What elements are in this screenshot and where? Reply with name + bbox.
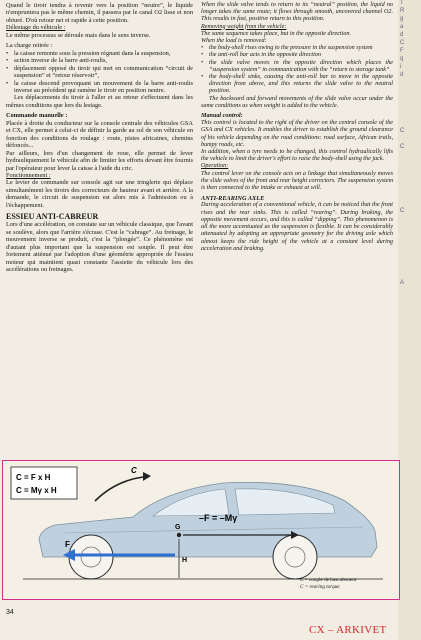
strip-letter: [398, 88, 421, 96]
strip-letter: C: [400, 128, 405, 134]
strip-letter: [398, 232, 421, 240]
strip-letter: d: [400, 32, 404, 38]
fr-subheading: Délestage du véhicule :: [6, 24, 66, 32]
strip-letter: [398, 336, 421, 344]
front-wheel: [69, 535, 113, 579]
rear-wheel: [273, 535, 317, 579]
strip-letter: [398, 104, 421, 112]
fr-bullet: • la caisse descend provoquant un mouvement de la barre anti-roulis inverse au précédent qui ramène le tiroir en position neutre.: [6, 80, 193, 95]
strip-letter: [398, 248, 421, 256]
strip-letter: A: [400, 280, 405, 286]
strip-letter: C: [400, 40, 405, 46]
fr-paragraph: Le levier de commande sur console agit sur une tringlerie qui déplace simultanément les tiroirs des correcteurs de hauteur avant et arrière. A la demande, le circuit de suspension est alors mis à l'admission ou à l'échappement.: [6, 179, 193, 209]
en-paragraph: This control is located to the right of the driver on the central console of the GSA and CX vehicles. It enables the driver to establish the ground clearance of his vehicle depending on the road conditions: road surface, African trails, bumpy roads, etc.: [201, 120, 393, 148]
torque-label: C: [131, 466, 137, 475]
strip-letter: [398, 360, 421, 368]
strip-letter: [398, 352, 421, 360]
legend-french: C = couple de basculement: [300, 577, 357, 583]
fr-subheading: Fonctionnement :: [6, 171, 51, 179]
strip-letter: T: [400, 0, 404, 6]
strip-letter: [398, 176, 421, 184]
strip-letter: [398, 320, 421, 328]
strip-letter: [398, 488, 421, 496]
strip-letter: [398, 304, 421, 312]
strip-letter: [398, 456, 421, 464]
strip-letter: [398, 120, 421, 128]
en-subheading: Removing weight from the vehicle:: [201, 23, 287, 30]
fr-paragraph: Le même processus se déroule mais dans le sens inverse.: [6, 31, 151, 39]
strip-letter: [398, 416, 421, 424]
en-paragraph: When the load is removed:: [201, 38, 267, 45]
fr-paragraph: Lors d'une accélération, on constate sur un véhicule classique, que l'avant se soulève, alors que l'arrière s'écrase. C'est le “cabrage”. Au freinage, le mouvement inverse se produit, c'est la “plongée”. Ce phénomène est d'autant plus important que la suspension est souple. Il peut être fortement atténué par l'adoption d'une géométrie appropriée de l'essieu moteur qui maintient quasi constante l'assiette du véhicule lors des accélérations ou freinages.: [6, 221, 193, 273]
strip-letter: [398, 224, 421, 232]
watermark: CX – ARKIVET: [309, 624, 387, 636]
strip-letter: C: [400, 208, 405, 214]
adjacent-page-strip: [398, 0, 421, 640]
strip-letter: a: [400, 24, 404, 30]
label-g: G: [175, 524, 181, 531]
legend-english: C = rearing torque: [300, 584, 340, 590]
fr-heading: Commande manuelle :: [6, 112, 68, 120]
en-section-heading: ANTI-REARING AXLE: [201, 195, 265, 203]
strip-letter: [398, 480, 421, 488]
fr-paragraph: Les déplacements du tiroir à l'aller et au retour s'effectuent dans les mêmes conditions que lors du lestage.: [6, 94, 193, 109]
strip-letter: [398, 296, 421, 304]
strip-letter: [398, 408, 421, 416]
en-paragraph: During acceleration of a conventional vehicle, it can be noticed that the front rises and the rear sinks. This is called “rearing”. During braking, the opposite movement occurs, and this is called “dipping”. This phenomenon is all the more accentuated as the suspension is flexible. It can be considerably attenuated by adopting an appropriate geometry for the driving axle which almost keeps the ride height of the vehicle at a constant level during acceleration and braking.: [201, 202, 393, 252]
formula-1: C = F x H: [16, 473, 51, 482]
strip-letter: [398, 200, 421, 208]
strip-letter: [398, 384, 421, 392]
strip-letter: [398, 472, 421, 480]
strip-letter: [398, 264, 421, 272]
strip-letter: [398, 424, 421, 432]
strip-letter: [398, 80, 421, 88]
strip-letter: i: [400, 64, 402, 70]
strip-letter: [398, 376, 421, 384]
en-bullet: • the body-shell rises owing to the pressure in the suspension system: [201, 45, 393, 52]
french-column: [6, 2, 193, 273]
strip-letter: [398, 112, 421, 120]
formula-2: C = Mγ x H: [16, 486, 57, 495]
fr-bullet: • la caisse remonte sous la pression régnant dans la suspension,: [6, 50, 193, 57]
strip-letter: [398, 96, 421, 104]
strip-letter: [398, 272, 421, 280]
page-number: 34: [6, 609, 14, 616]
en-paragraph: In addition, when a tyre needs to be changed, this control hydraulically lifts the vehicle to limit the driver's effort to raise the body-shell using the jack.: [201, 149, 393, 163]
en-paragraph: The same sequence takes place, but in the opposite direction.: [201, 30, 352, 37]
strip-letter: [398, 288, 421, 296]
en-paragraph: The backward and forward movements of the slide valve occur under the same conditions as when weight is added to the vehicle.: [201, 95, 393, 109]
english-column: [201, 2, 393, 253]
strip-letter: [398, 432, 421, 440]
en-subheading: Operation:: [201, 163, 229, 170]
strip-letter: F: [400, 48, 404, 54]
fr-paragraph: Placée à droite du conducteur sur la console centrale des véhicules GSA et CX, elle permet à celui-ci de définir la garde au sol de son véhicule en fonction des conditions de roulage : route, pistes africaines, chemins défoncés...: [6, 119, 193, 150]
strip-letter: C: [400, 144, 405, 150]
strip-letter: [398, 392, 421, 400]
strip-letter: R: [400, 8, 405, 14]
strip-letter: [398, 448, 421, 456]
en-paragraph: The control lever on the console acts on a linkage that simultaneously moves the slide valves of the front and rear height correctors. The suspension system is then connected to the intake or exhaust at will.: [201, 170, 393, 192]
strip-letter: [398, 240, 421, 248]
fr-bullet: • action inverse de la barre anti-roulis,: [6, 57, 193, 64]
torque-arrow-head: [143, 472, 151, 481]
strip-letter: [398, 328, 421, 336]
strip-letter: [398, 152, 421, 160]
strip-letter: [398, 160, 421, 168]
center-of-gravity: [177, 533, 181, 537]
strip-letter: [398, 344, 421, 352]
strip-letter: [398, 256, 421, 264]
en-heading: Manual control:: [201, 113, 243, 120]
strip-letter: [398, 464, 421, 472]
strip-letter: [398, 184, 421, 192]
strip-letter: [398, 168, 421, 176]
fr-paragraph: Quand le tiroir tendra à revenir vers la position “neutre”, le liquide n'empruntera pas le même chemin, il passera par le canal O2 lisse et non obturé. D'où retour net et rapide à cette position.: [6, 2, 193, 24]
fr-bullet: • déplacement opposé du tiroir qui met en communication “circuit de suspension” et “retour réservoir”,: [6, 65, 193, 80]
en-bullet: • the slide valve moves in the opposite direction which places the “suspension system” in communication with the “return to storage tank”: [201, 60, 393, 74]
strip-letter: [398, 440, 421, 448]
strip-letter: [398, 312, 421, 320]
strip-letter: q: [400, 56, 404, 62]
en-bullet: • the body-shell sinks, causing the anti-roll bar to move in the opposite direction from above, and this returns the slide valve to the neutral position.: [201, 74, 393, 96]
strip-letter: [398, 192, 421, 200]
strip-letter: [398, 216, 421, 224]
inertia-equation: –F = –Mγ: [199, 513, 238, 523]
strip-letter: g: [400, 16, 404, 22]
en-paragraph: When the slide valve tends to return to its “neutral” position, the liquid no longer takes the same route; it flows through smooth, uncovered channel O2. This results in fast, positive return to this position.: [201, 2, 393, 23]
strip-letter: d: [400, 72, 404, 78]
fr-paragraph: La charge retirée :: [6, 42, 53, 50]
torque-arc: [95, 477, 143, 501]
strip-letter: [398, 400, 421, 408]
fr-section-heading: ESSIEU ANTI-CABREUR: [6, 212, 99, 222]
strip-letter: [398, 136, 421, 144]
strip-letter: [398, 368, 421, 376]
en-bullet: • the anti-roll bar acts in the opposite direction: [201, 52, 393, 59]
label-f: F: [65, 540, 70, 549]
fr-paragraph: Par ailleurs, lors d'un changement de roue, elle permet de lever hydrauliquement le véhicule afin de limiter les efforts devant être fournis par l'opérateur pour lever la caisse à l'aide du cric.: [6, 149, 193, 172]
label-h: H: [182, 557, 188, 564]
